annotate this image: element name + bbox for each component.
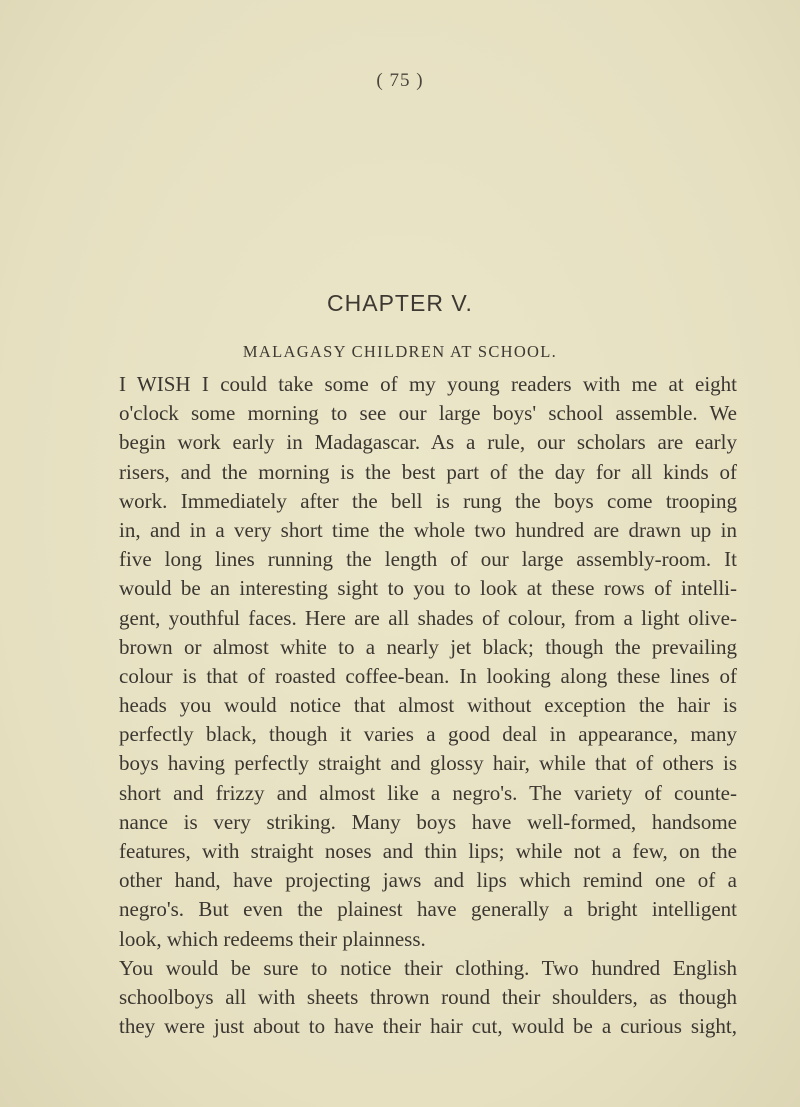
text-line: heads you would notice that almost without exception the hair is [119, 693, 737, 718]
text-line: perfectly black, though it varies a good deal in appearance, many [119, 722, 737, 747]
text-line: work. Immediately after the bell is rung the boys come trooping [119, 488, 737, 513]
text-line: boys having perfectly straight and glossy hair, while that of others is [119, 751, 737, 776]
text-line: I WISH I could take some of my young readers with me at eight [119, 372, 737, 396]
text-line: schoolboys all with sheets thrown round their shoulders, as though [119, 984, 737, 1009]
text-line: gent, youthful faces. Here are all shades of colour, from a light olive- [119, 605, 737, 630]
text-line: look, which redeems their plainness. [119, 926, 426, 951]
text-line: colour is that of roasted coffee-bean. In looking along these lines of [119, 663, 737, 688]
text-line: five long lines running the length of our large assembly-room. It [119, 547, 737, 572]
text-line: in, and in a very short time the whole two hundred are drawn up in [119, 517, 737, 542]
text-line: other hand, have projecting jaws and lips which remind one of a [119, 868, 737, 893]
body-text [119, 370, 737, 1041]
text-line: begin work early in Madagascar. As a rule, our scholars are early [119, 430, 737, 455]
text-line: negro's. But even the plainest have generally a bright intelligent [119, 897, 737, 922]
text-line: brown or almost white to a nearly jet black; though the prevailing [119, 634, 737, 659]
text-line: o'clock some morning to see our large boys' school assemble. We [119, 401, 737, 426]
text-line: risers, and the morning is the best part of the day for all kinds of [119, 459, 737, 484]
page-number: ( 75 ) [376, 70, 424, 91]
chapter-subtitle: MALAGASY CHILDREN AT SCHOOL. [242, 342, 558, 361]
text-line: You would be sure to notice their clothing. Two hundred English [119, 955, 737, 980]
text-line: would be an interesting sight to you to look at these rows of intelli- [119, 576, 737, 601]
text-line: features, with straight noses and thin lips; while not a few, on the [119, 839, 737, 863]
text-line: they were just about to have their hair cut, would be a curious sight, [119, 1014, 737, 1039]
chapter-heading: CHAPTER V. [327, 290, 473, 316]
text-line: nance is very striking. Many boys have well-formed, handsome [119, 809, 737, 834]
text-line: short and frizzy and almost like a negro's. The variety of counte- [119, 780, 737, 805]
